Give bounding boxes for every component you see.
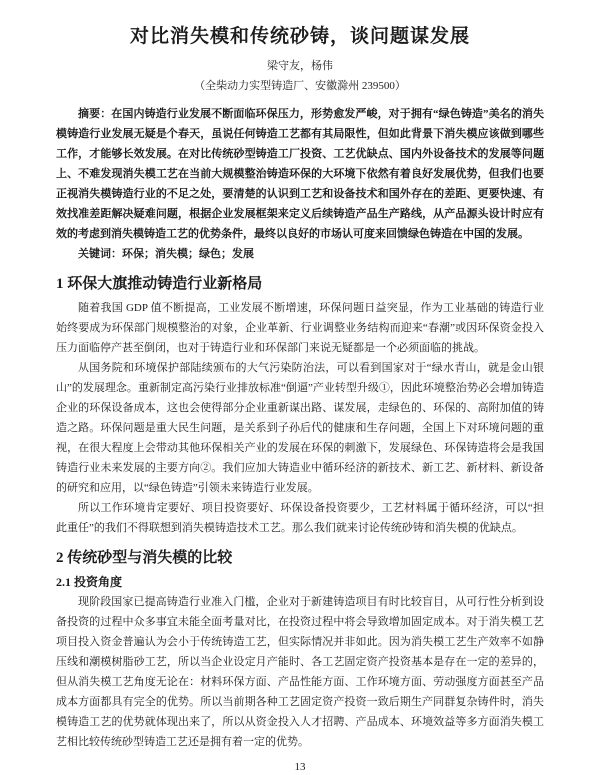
section-1-paragraph-1: 随着我国 GDP 值不断提高，工业发展不断增速，环保问题日益突显，作为工业基础的铸造行业始终要成为环保部门规模整治的对象，企业革新、行业调整业务结构而迎来“春潮”或因环保资金投入压力面临停产甚至倒闭，也对于铸造行业和环保部门来说无疑都是一个必须面临的挑战。 bbox=[56, 302, 544, 354]
abstract-text: 在国内铸造行业发展不断面临环保压力，形势愈发严峻，对于拥有“绿色铸造”美名的消失模铸造行业发展无疑是个春天，虽说任何铸造工艺都有其局限性，但如此背景下消失模应该做到哪些工作，才能够长效发展。在对比传统砂型铸造工厂投资、工艺优缺点、国内外设备技术的发展等问题上、不难发现消失模工艺在当前大规模整治铸造环保的大环境下依然有着良好发展优势，但我们也要正视消失模铸造行业的不足之处，要清楚的认识到工艺和设备技术和国外存在的差距、更要快速、有效找准差距解决疑难问题，根据企业发展框架来定义后续铸造产品生产路线，从产品源头设计时应有效的考虑到消失模铸造工艺的优势条件，最终以良好的市场认可度来回馈绿色铸造在中国的发展。 bbox=[56, 108, 545, 240]
section-2-1-heading: 2.1 投资角度 bbox=[56, 575, 123, 589]
keywords-line bbox=[56, 244, 544, 264]
paper-title: 对比消失模和传统砂铸，谈问题谋发展 bbox=[129, 26, 470, 47]
paper-authors: 梁守友，杨伟 bbox=[267, 60, 333, 72]
page-number: 13 bbox=[294, 761, 306, 773]
abstract-paragraph bbox=[56, 104, 544, 244]
keywords-text: 环保；消失模；绿色；发展 bbox=[122, 248, 254, 260]
section-1-paragraph-2: 从国务院和环境保护部陆续颁布的大气污染防治法，可以看到国家对于“绿水青山，就是金山银山”的发展理念。重新制定高污染行业排放标准“倒逼”产业转型升级①，因此环境整治势必会增加铸造企业的环保设备成本，这也会使得部分企业重新谋出路、谋发展，走绿色的、环保的、高附加值的铸造之路。环保问题是重大民生问题，是关系到子孙后代的健康和生存问题，全国上下对环境问题的重视，在很大程度上会带动其他环保相关产业的发展在环保的刺激下，发展绿色、环保铸造将会是我国铸造行业未来发展的主要方向②。我们应加大铸造业中循环经济的新技术、新工艺、新材料、新设备的研究和应用，以“绿色铸造”引领未来铸造行业发展。 bbox=[56, 362, 544, 494]
keywords-label: 关键词： bbox=[78, 248, 122, 260]
section-1-heading: 1 环保大旗推动铸造行业新格局 bbox=[56, 276, 263, 292]
abstract-label: 摘要： bbox=[78, 108, 112, 120]
section-1-paragraph-3: 所以工作环境肯定要好、项目投资要好、环保设备投资要少，工艺材料属于循环经济，可以“担此重任”的我们不得联想到消失模铸造技术工艺。那么我们就来讨论传统砂铸和消失模的优缺点。 bbox=[56, 502, 544, 534]
section-2-1-paragraph-1: 现阶段国家已提高铸造行业准入门槛，企业对于新建铸造项目有时比较盲目，从可行性分析到设备投资的过程中众多事宜未能全面考量对比，在投资过程中将会导致增加固定成本。对于消失模工艺项目投入资金普遍认为会小于传统铸造工艺，但实际情况并非如此。因为消失模工艺生产效率不如静压线和潮模树脂砂工艺，所以当企业设定月产能时、各工艺固定资产投资基本是存在一定的差异的，但从消失模工艺角度无论在：材料环保方面、产品性能方面、工作环境方面、劳动强度方面甚至产品成本方面都具有完全的优势。所以当前期各种工艺固定资产投资一致后期生产同群复杂铸件时，消失模铸造工艺的优势就体现出来了，所以从资金投入人才招聘、产品成本、环境效益等多方面消失模工艺相比较传统砂型铸造工艺还是拥有着一定的优势。 bbox=[56, 596, 544, 748]
paper-affiliation: （全柴动力实型铸造厂、安徽滁州 239500） bbox=[194, 80, 406, 92]
section-2-heading: 2 传统砂型与消失模的比较 bbox=[56, 550, 233, 566]
